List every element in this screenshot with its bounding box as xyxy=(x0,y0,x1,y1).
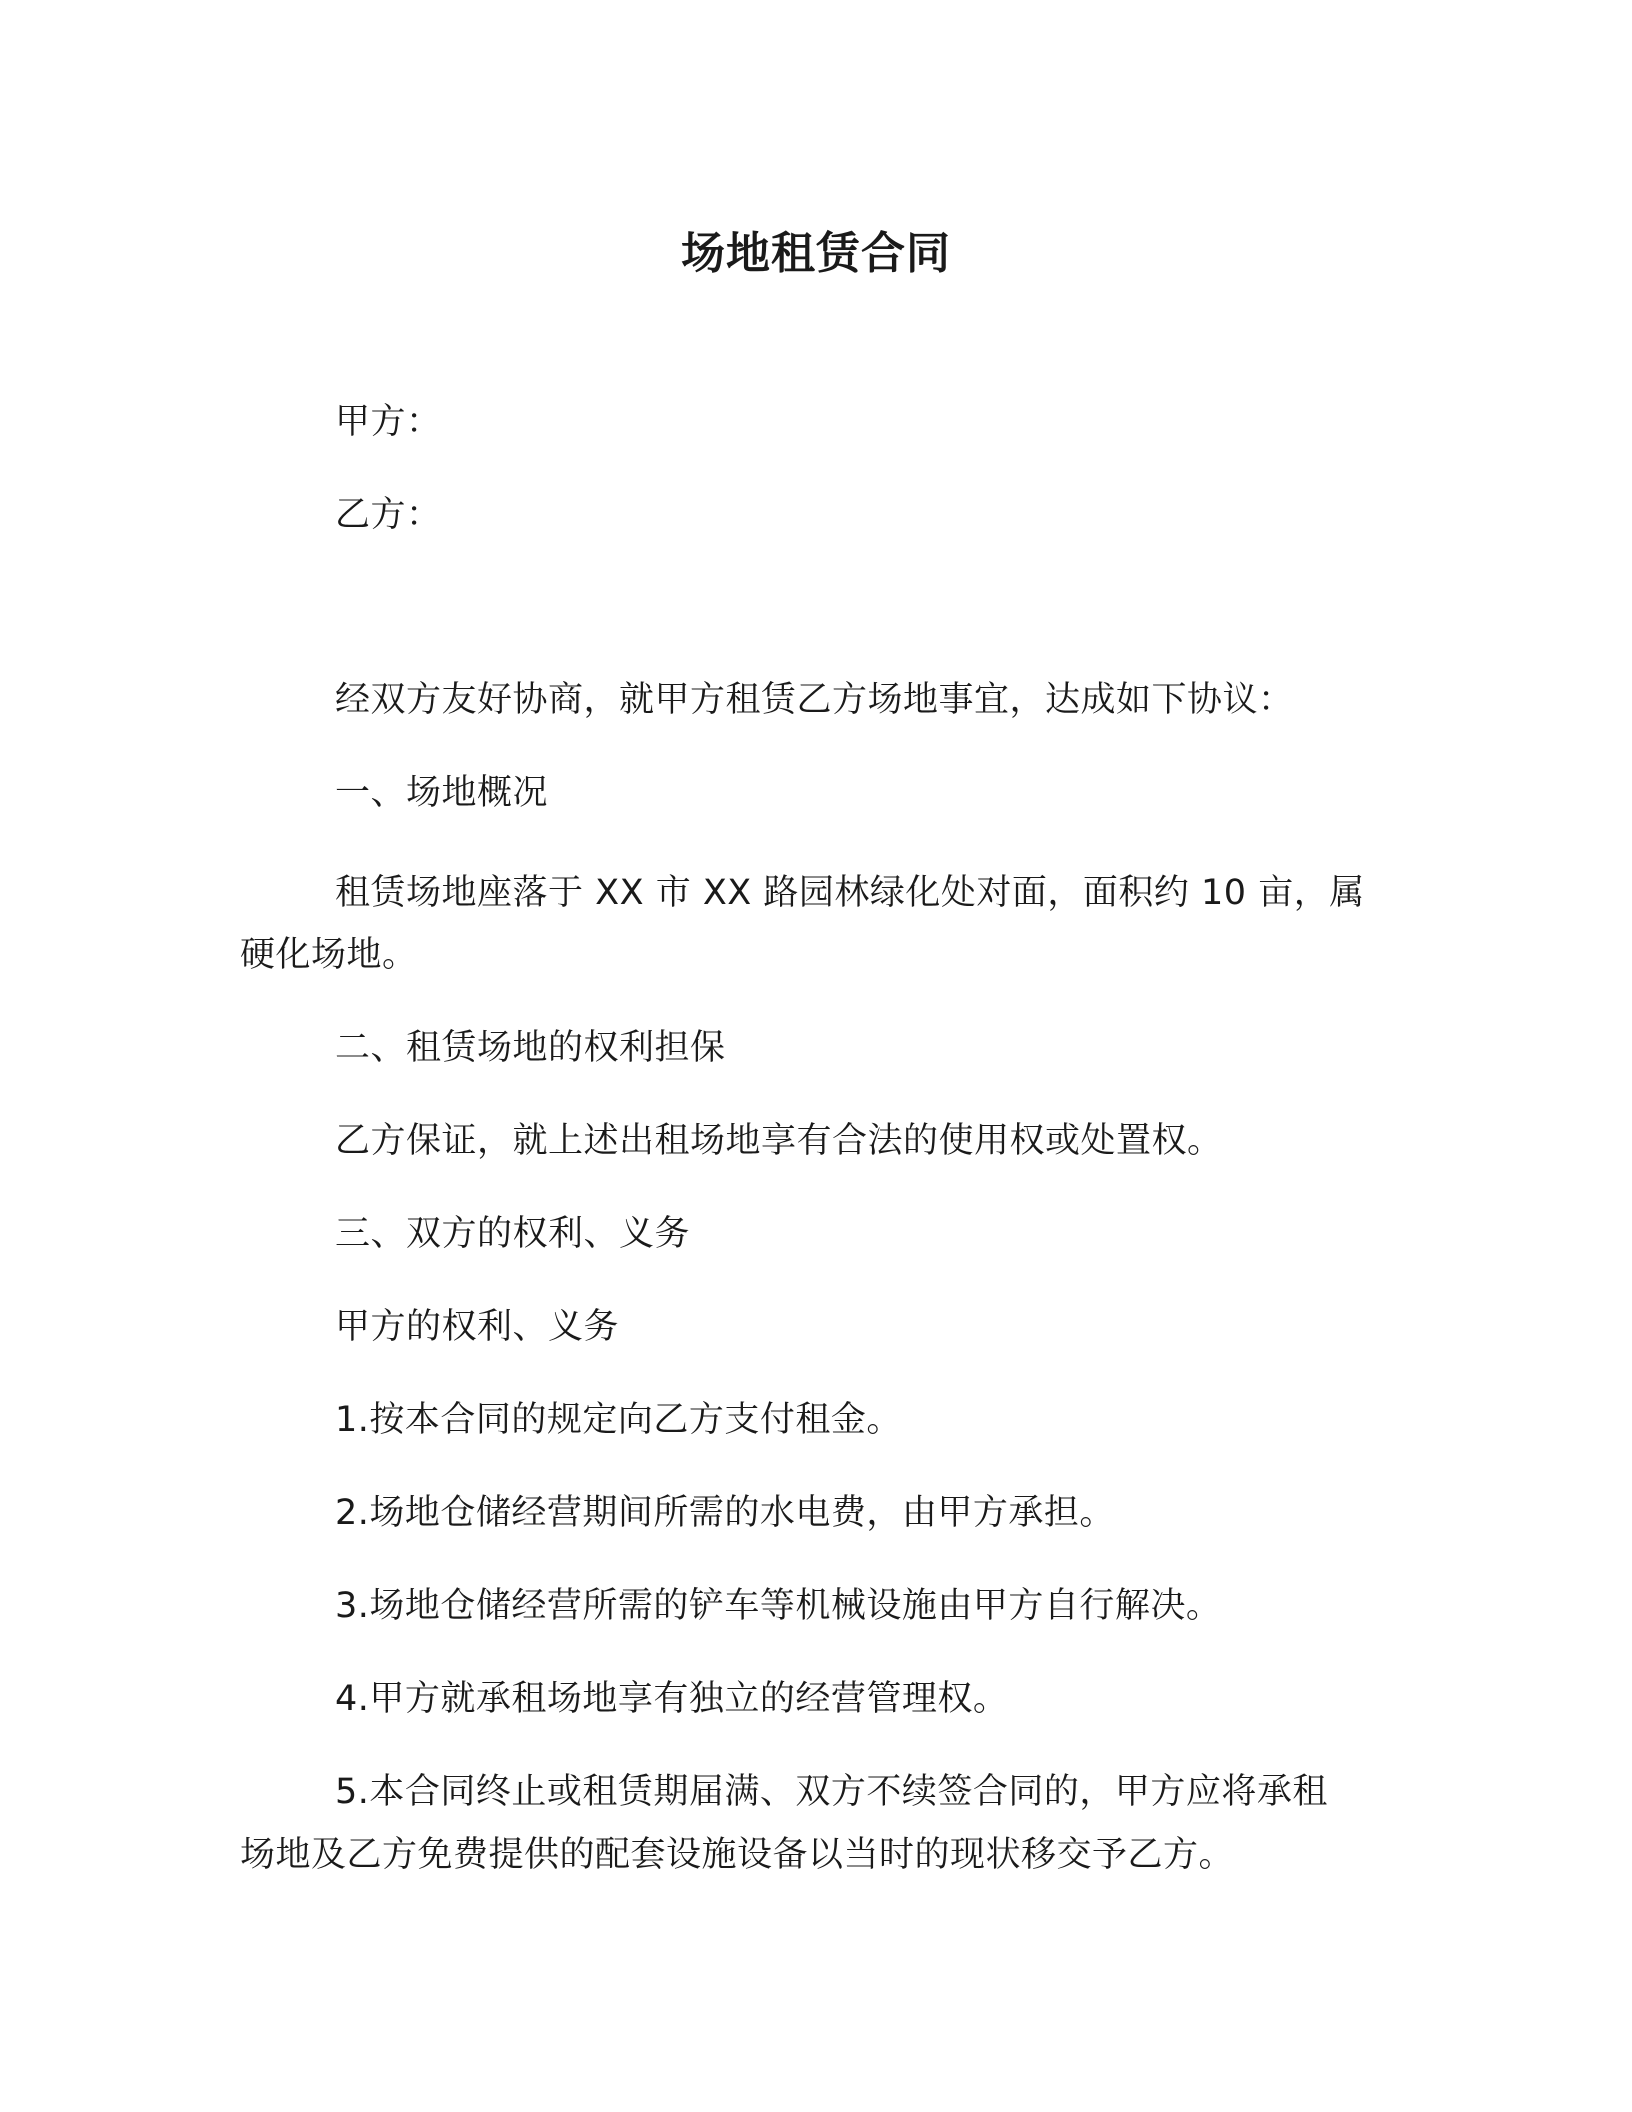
intro-paragraph: 经双方友好协商，就甲方租赁乙方场地事宜，达成如下协议： xyxy=(335,680,1294,720)
section1-text-line1: 租赁场地座落于 XX 市 XX 路园林绿化处对面，面积约 10 亩，属 xyxy=(335,873,1365,913)
list-item-5-line2: 场地及乙方免费提供的配套设施设备以当时的现状移交予乙方。 xyxy=(240,1835,1235,1875)
section1-text-line2: 硬化场地。 xyxy=(240,935,418,975)
list-item: 3.场地仓储经营所需的铲车等机械设施由甲方自行解决。 xyxy=(335,1586,1222,1626)
section2-text: 乙方保证，就上述出租场地享有合法的使用权或处置权。 xyxy=(335,1121,1223,1161)
section3-subheading: 甲方的权利、义务 xyxy=(335,1307,620,1347)
list-item-5-line1: 5.本合同终止或租赁期届满、双方不续签合同的，甲方应将承租 xyxy=(335,1772,1328,1812)
party-a-label: 甲方： xyxy=(335,402,442,442)
section3-heading: 三、双方的权利、义务 xyxy=(335,1214,691,1254)
list-item: 2.场地仓储经营期间所需的水电费，由甲方承担。 xyxy=(335,1493,1115,1533)
party-b-label: 乙方： xyxy=(335,495,442,535)
list-item: 1.按本合同的规定向乙方支付租金。 xyxy=(335,1400,902,1440)
list-item: 4.甲方就承租场地享有独立的经营管理权。 xyxy=(335,1679,1009,1719)
section1-heading: 一、场地概况 xyxy=(335,773,549,813)
section2-heading: 二、租赁场地的权利担保 xyxy=(335,1028,726,1068)
document-title: 场地租赁合同 xyxy=(681,228,951,279)
